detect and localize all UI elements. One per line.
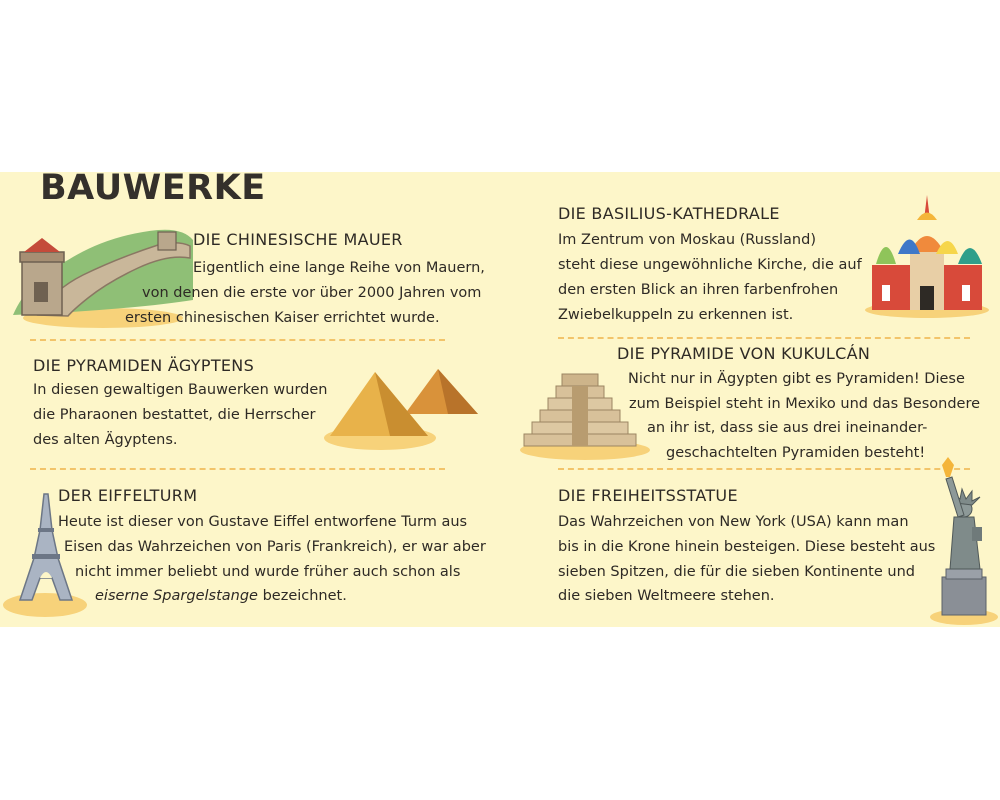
cathedral-illustration — [862, 190, 992, 320]
text-kukulcan-3: an ihr ist, dass sie aus drei ineinander- — [647, 420, 928, 436]
text-eiffel-3: nicht immer beliebt und wurde früher auch schon als — [75, 564, 461, 580]
heading-freiheit: DIE FREIHEITSSTATUE — [558, 486, 738, 505]
text-basilius-4: Zwiebelkuppeln zu erkennen ist. — [558, 307, 794, 323]
text-kukulcan-2: zum Beispiel steht in Mexiko und das Besondere — [629, 396, 981, 412]
heading-mauer: DIE CHINESISCHE MAUER — [193, 230, 403, 249]
text-eiffel-4 — [95, 584, 347, 609]
content-panel — [0, 168, 1000, 627]
divider — [558, 337, 970, 339]
text-kukulcan-1: Nicht nur in Ägypten gibt es Pyramiden! Diese — [628, 371, 965, 387]
text-mauer-3: ersten chinesischen Kaiser errichtet wurde. — [125, 310, 440, 326]
divider — [30, 339, 445, 341]
step-pyramid-illustration — [518, 370, 653, 462]
heading-basilius: DIE BASILIUS-KATHEDRALE — [558, 204, 780, 223]
heading-kukulcan: DIE PYRAMIDE VON KUKULCÁN — [617, 344, 871, 363]
text-freiheit-1: Das Wahrzeichen von New York (USA) kann man — [558, 514, 909, 530]
divider — [30, 468, 445, 470]
page-title: BAUWERKE — [40, 168, 266, 208]
text-basilius-3: den ersten Blick an ihren farbenfrohen — [558, 282, 839, 298]
text-pyramiden-3: des alten Ägyptens. — [33, 432, 178, 448]
text-mauer-1: Eigentlich eine lange Reihe von Mauern, — [193, 260, 485, 276]
text-eiffel-2: Eisen das Wahrzeichen von Paris (Frankreich), er war aber — [64, 539, 486, 555]
pyramids-illustration — [320, 364, 480, 454]
text-eiffel-1: Heute ist dieser von Gustave Eiffel entworfene Turm aus — [58, 514, 468, 530]
text-basilius-2: steht diese ungewöhnliche Kirche, die auf — [558, 257, 862, 273]
text-mauer-2: von denen die erste vor über 2000 Jahren vom — [142, 285, 482, 301]
text-eiffel-italic: eiserne Spargelstange — [95, 588, 258, 604]
text-freiheit-2: bis in die Krone hinein besteigen. Diese besteht aus — [558, 539, 936, 555]
text-freiheit-4: die sieben Weltmeere stehen. — [558, 588, 775, 604]
text-basilius-1: Im Zentrum von Moskau (Russland) — [558, 232, 816, 248]
statue-of-liberty-illustration — [928, 457, 1000, 627]
text-pyramiden-1: In diesen gewaltigen Bauwerken wurden — [33, 382, 328, 398]
text-kukulcan-4: geschachtelten Pyramiden besteht! — [666, 445, 926, 461]
text-pyramiden-2: die Pharaonen bestattet, die Herrscher — [33, 407, 316, 423]
heading-eiffel: DER EIFFELTURM — [58, 486, 198, 505]
heading-pyramiden: DIE PYRAMIDEN ÄGYPTENS — [33, 356, 255, 375]
divider — [558, 468, 970, 470]
text-freiheit-3: sieben Spitzen, die für die sieben Kontinente und — [558, 564, 915, 580]
text-eiffel-tail: bezeichnet. — [257, 588, 347, 604]
